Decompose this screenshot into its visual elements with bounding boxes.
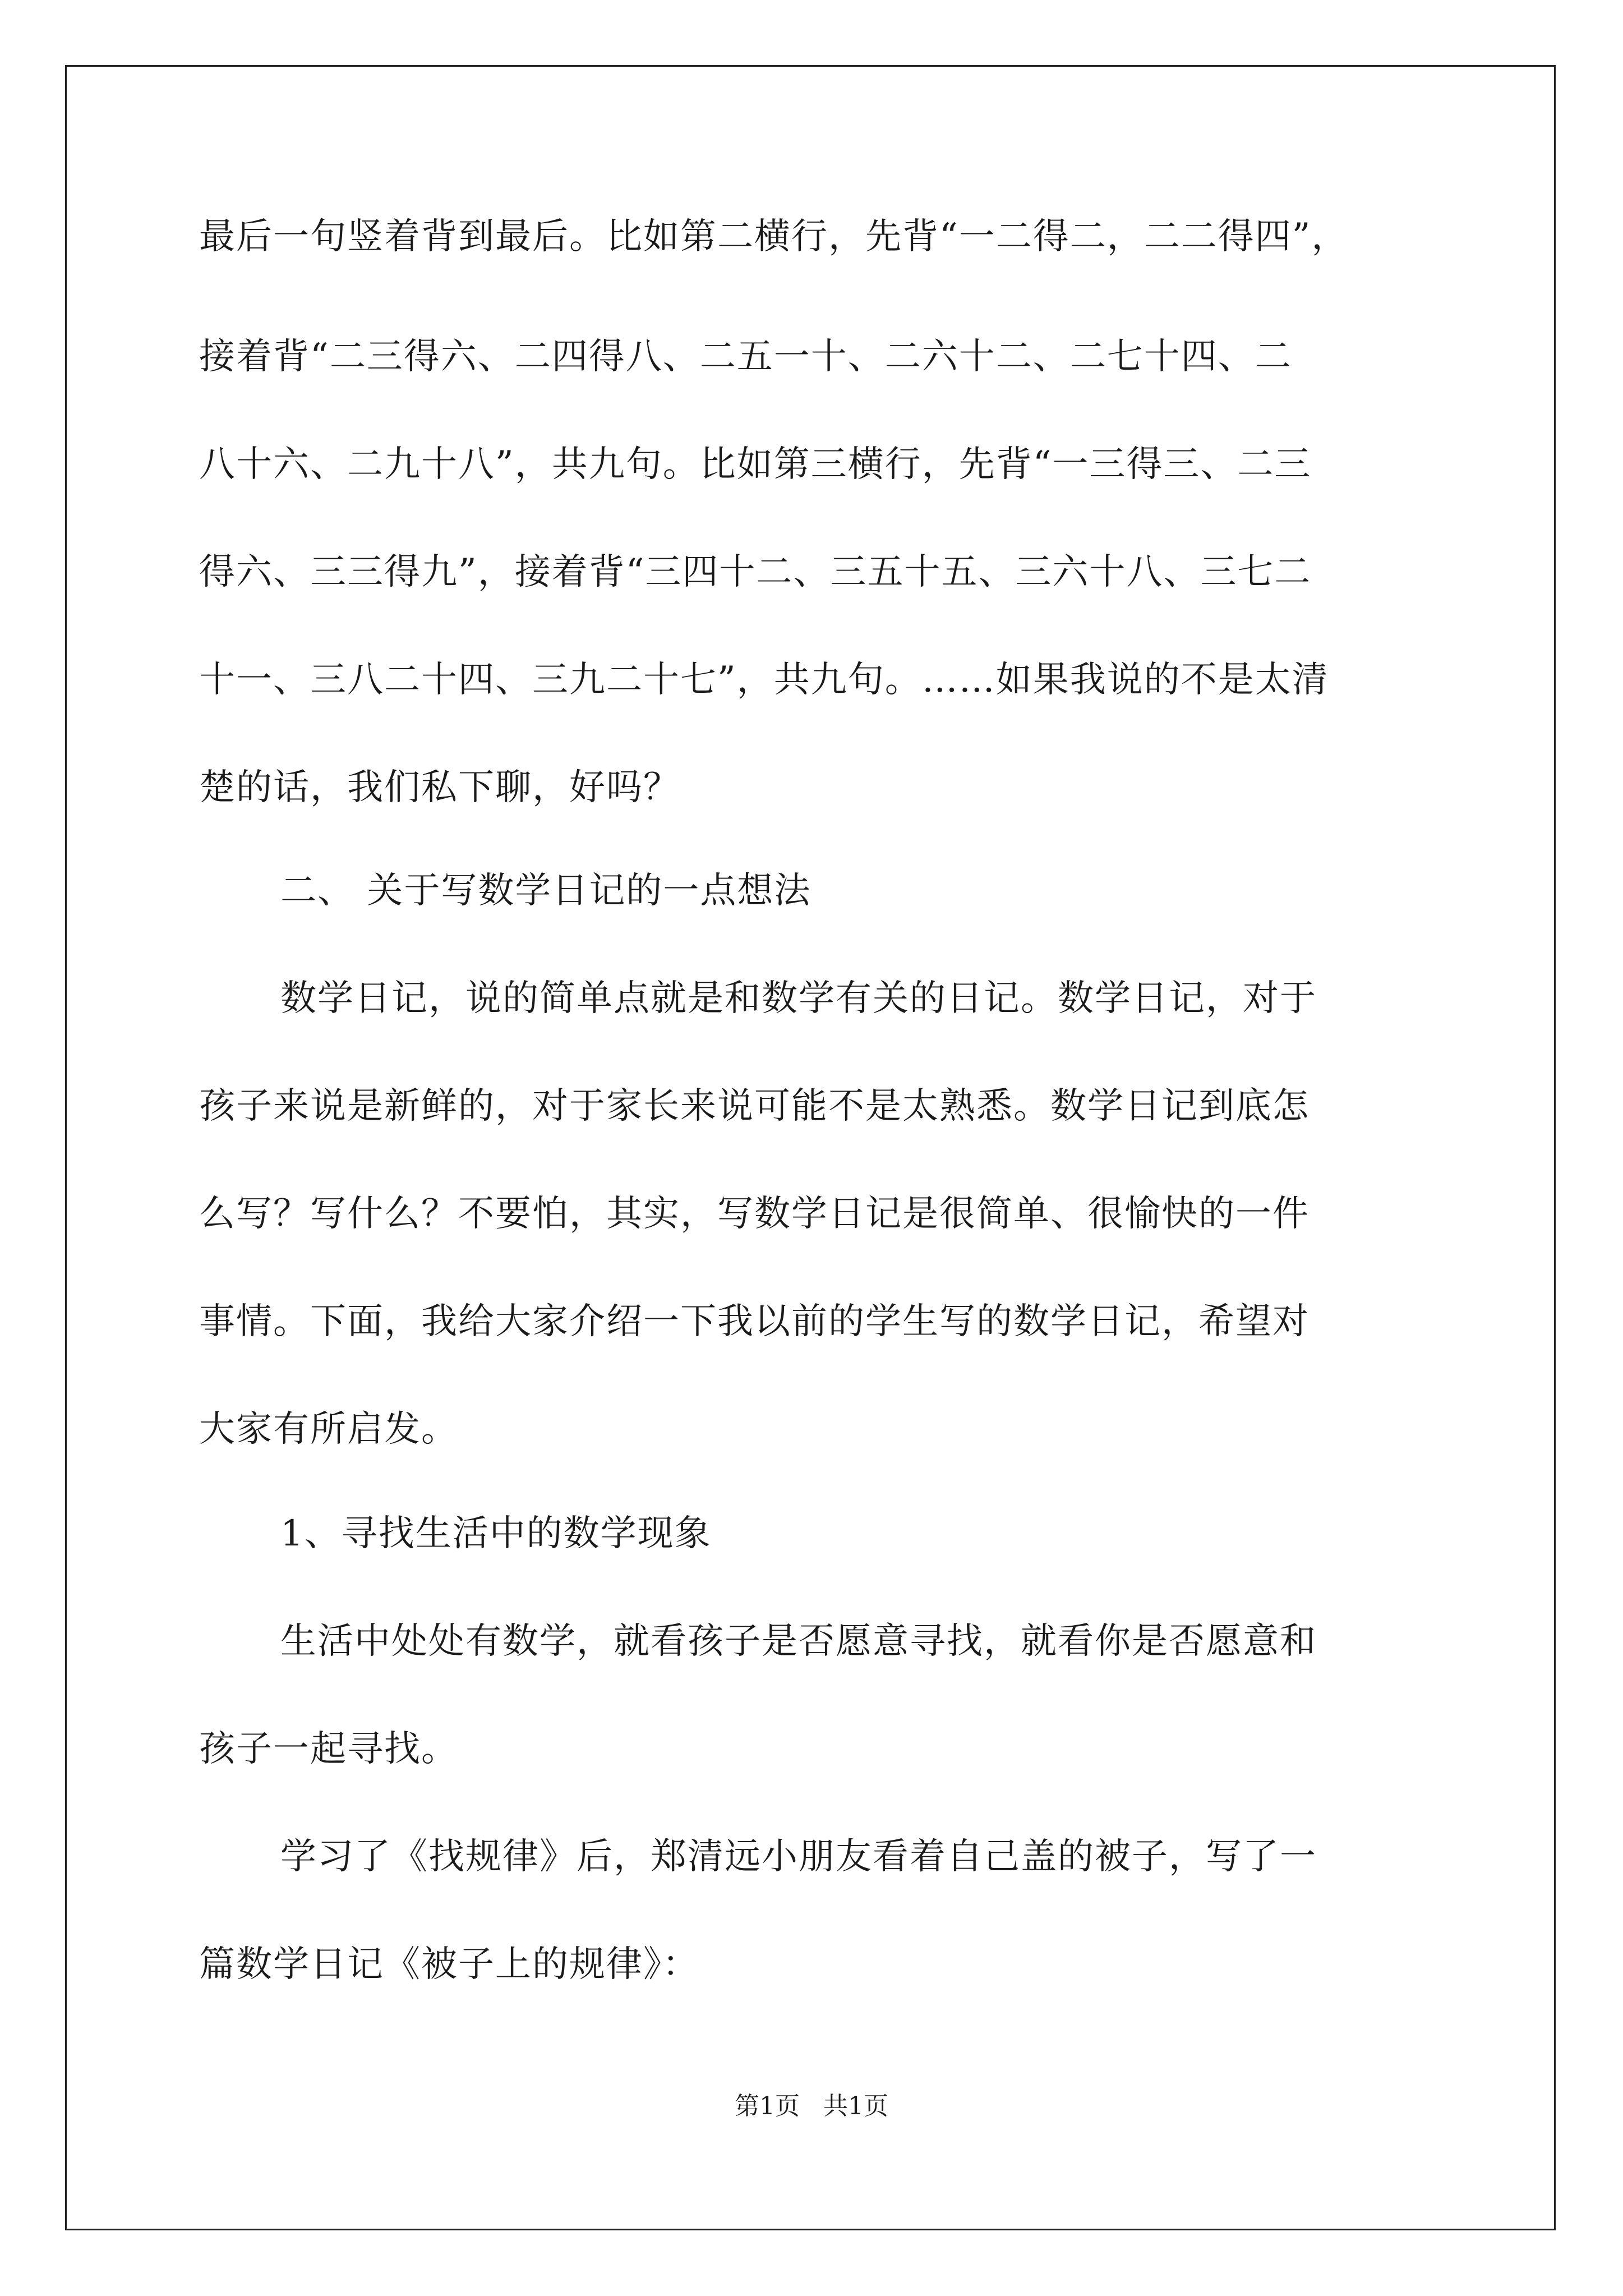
paragraph-line: 楚的话，我们私下聊，好吗？ <box>199 767 680 808</box>
paragraph-line: 生活中处处有数学，就看孩子是否愿意寻找，就看你是否愿意和 <box>280 1621 1317 1662</box>
paragraph-line: 事情。下面，我给大家介绍一下我以前的学生写的数学日记，希望对 <box>199 1301 1310 1342</box>
paragraph-line: 最后一句竖着背到最后。比如第二横行，先背“一二得二，二二得四”， <box>199 216 1349 257</box>
section-heading: 二、 关于写数学日记的一点想法 <box>280 870 811 912</box>
paragraph-line: 孩子来说是新鲜的，对于家长来说可能不是太熟悉。数学日记到底怎 <box>199 1085 1310 1127</box>
paragraph-line: 数学日记，说的简单点就是和数学有关的日记。数学日记，对于 <box>280 978 1317 1019</box>
paragraph-line: 么写？写什么？不要怕，其实，写数学日记是很简单、很愉快的一件 <box>199 1193 1310 1235</box>
paragraph-line: 得六、三三得九”，接着背“三四十二、三五十五、三六十八、三七二 <box>199 551 1312 593</box>
paragraph-line: 学习了《找规律》后，郑清远小朋友看着自己盖的被子，写了一 <box>280 1836 1317 1878</box>
paragraph-line: 接着背“二三得六、二四得八、二五一十、二六十二、二七十四、二 <box>199 336 1292 378</box>
subsection-heading: 1、寻找生活中的数学现象 <box>280 1513 712 1554</box>
page-number: 第1页 共1页 <box>735 2092 888 2120</box>
paragraph-line: 八十六、二九十八”，共九句。比如第三横行，先背“一三得三、二三 <box>199 444 1312 485</box>
paragraph-line: 篇数学日记《被子上的规律》： <box>199 1944 699 1985</box>
page-border <box>65 65 1556 2230</box>
paragraph-line: 孩子一起寻找。 <box>199 1728 458 1770</box>
paragraph-line: 十一、三八二十四、三九二十七”，共九句。……如果我说的不是太清 <box>199 659 1329 701</box>
paragraph-line: 大家有所启发。 <box>199 1409 458 1450</box>
